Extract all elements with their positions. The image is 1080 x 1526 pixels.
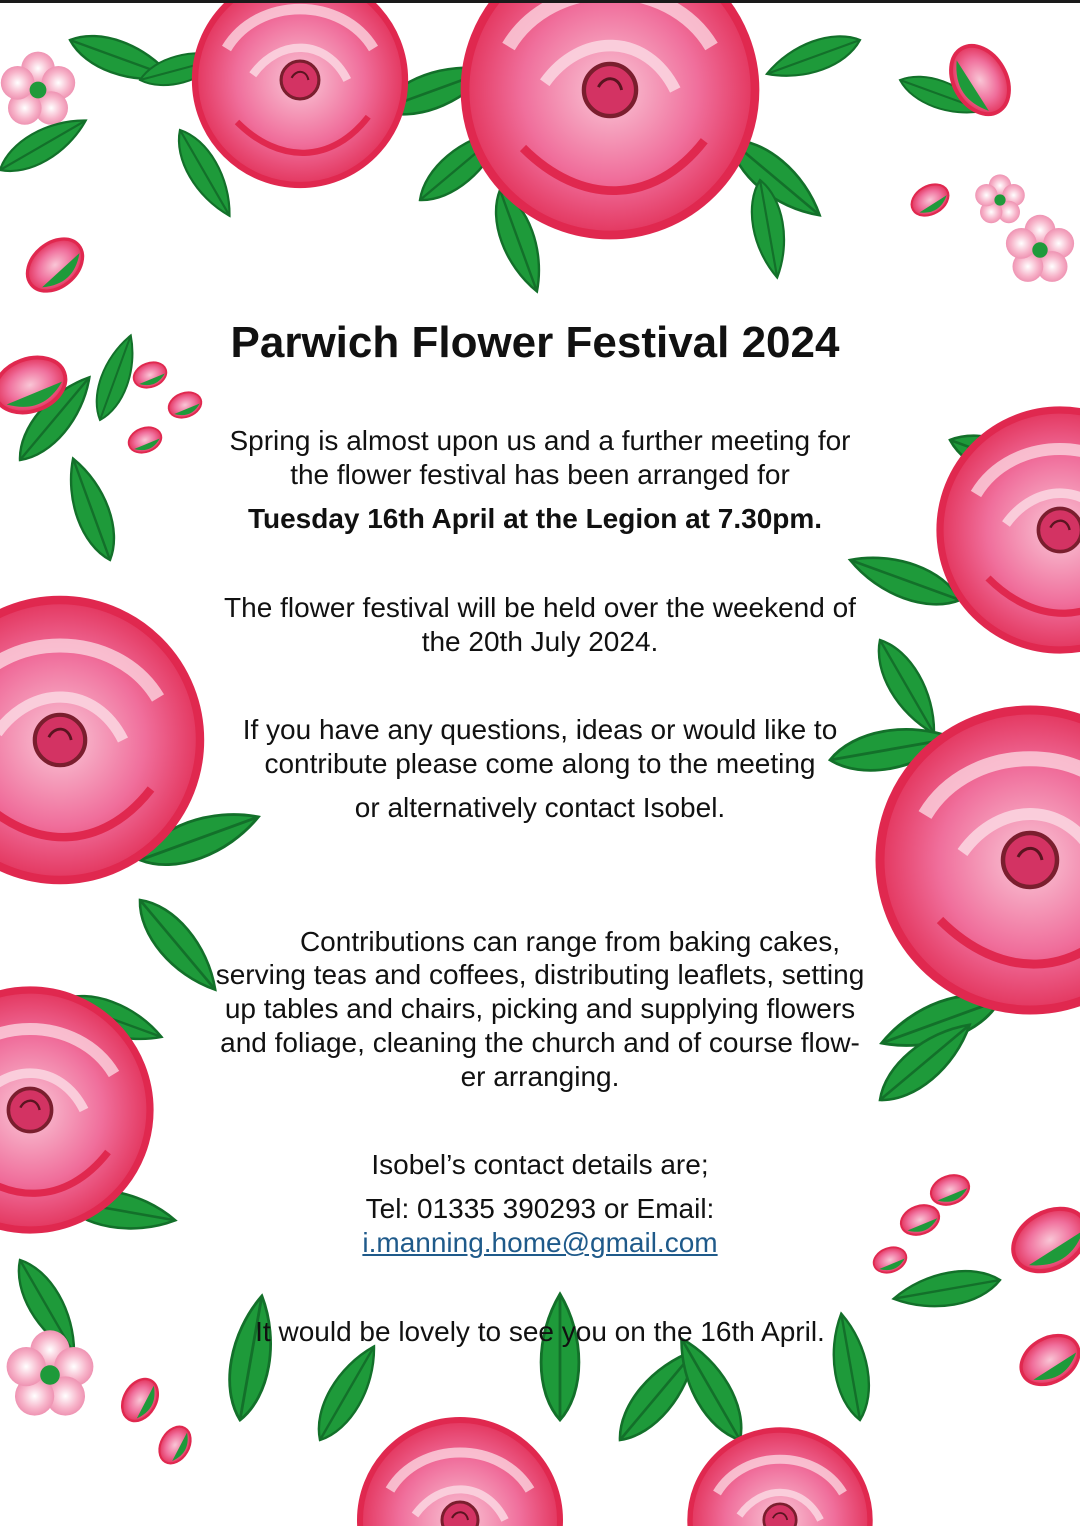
questions-line-1: If you have any questions, ideas or would like to [242, 714, 838, 745]
top-edge-bar [0, 0, 1080, 3]
page-title: Parwich Flower Festival 2024 [230, 318, 840, 367]
questions-line-2: contribute please come along to the meeting [264, 748, 816, 779]
questions-line-3: or alternatively contact Isobel. [354, 792, 726, 823]
contributions-line-2: serving teas and coffees, distributing leaflets, setting [215, 959, 865, 990]
intro-line-1: Spring is almost upon us and a further meeting for [229, 425, 851, 456]
festival-dates-line-2: the 20th July 2024. [421, 626, 659, 657]
intro-line-2: the flower festival has been arranged for [290, 459, 790, 490]
contact-telephone: Tel: 01335 390293 or Email: [365, 1193, 715, 1224]
contributions-line-4: and foliage, cleaning the church and of course flow- [220, 1027, 860, 1058]
contributions-line-3: up tables and chairs, picking and supplying flowers [224, 993, 856, 1024]
contributions-line-5: er arranging. [460, 1061, 620, 1092]
contact-heading: Isobel’s contact details are; [371, 1149, 709, 1180]
festival-dates-line-1: The flower festival will be held over the weekend of [224, 592, 856, 623]
meeting-details: Tuesday 16th April at the Legion at 7.30pm. [247, 503, 823, 534]
contact-email-link[interactable]: i.manning.home@gmail.com [362, 1227, 718, 1258]
contributions-line-1: Contributions can range from baking cakes, [299, 926, 841, 957]
closing-line: It would be lovely to see you on the 16th April. [255, 1316, 825, 1347]
